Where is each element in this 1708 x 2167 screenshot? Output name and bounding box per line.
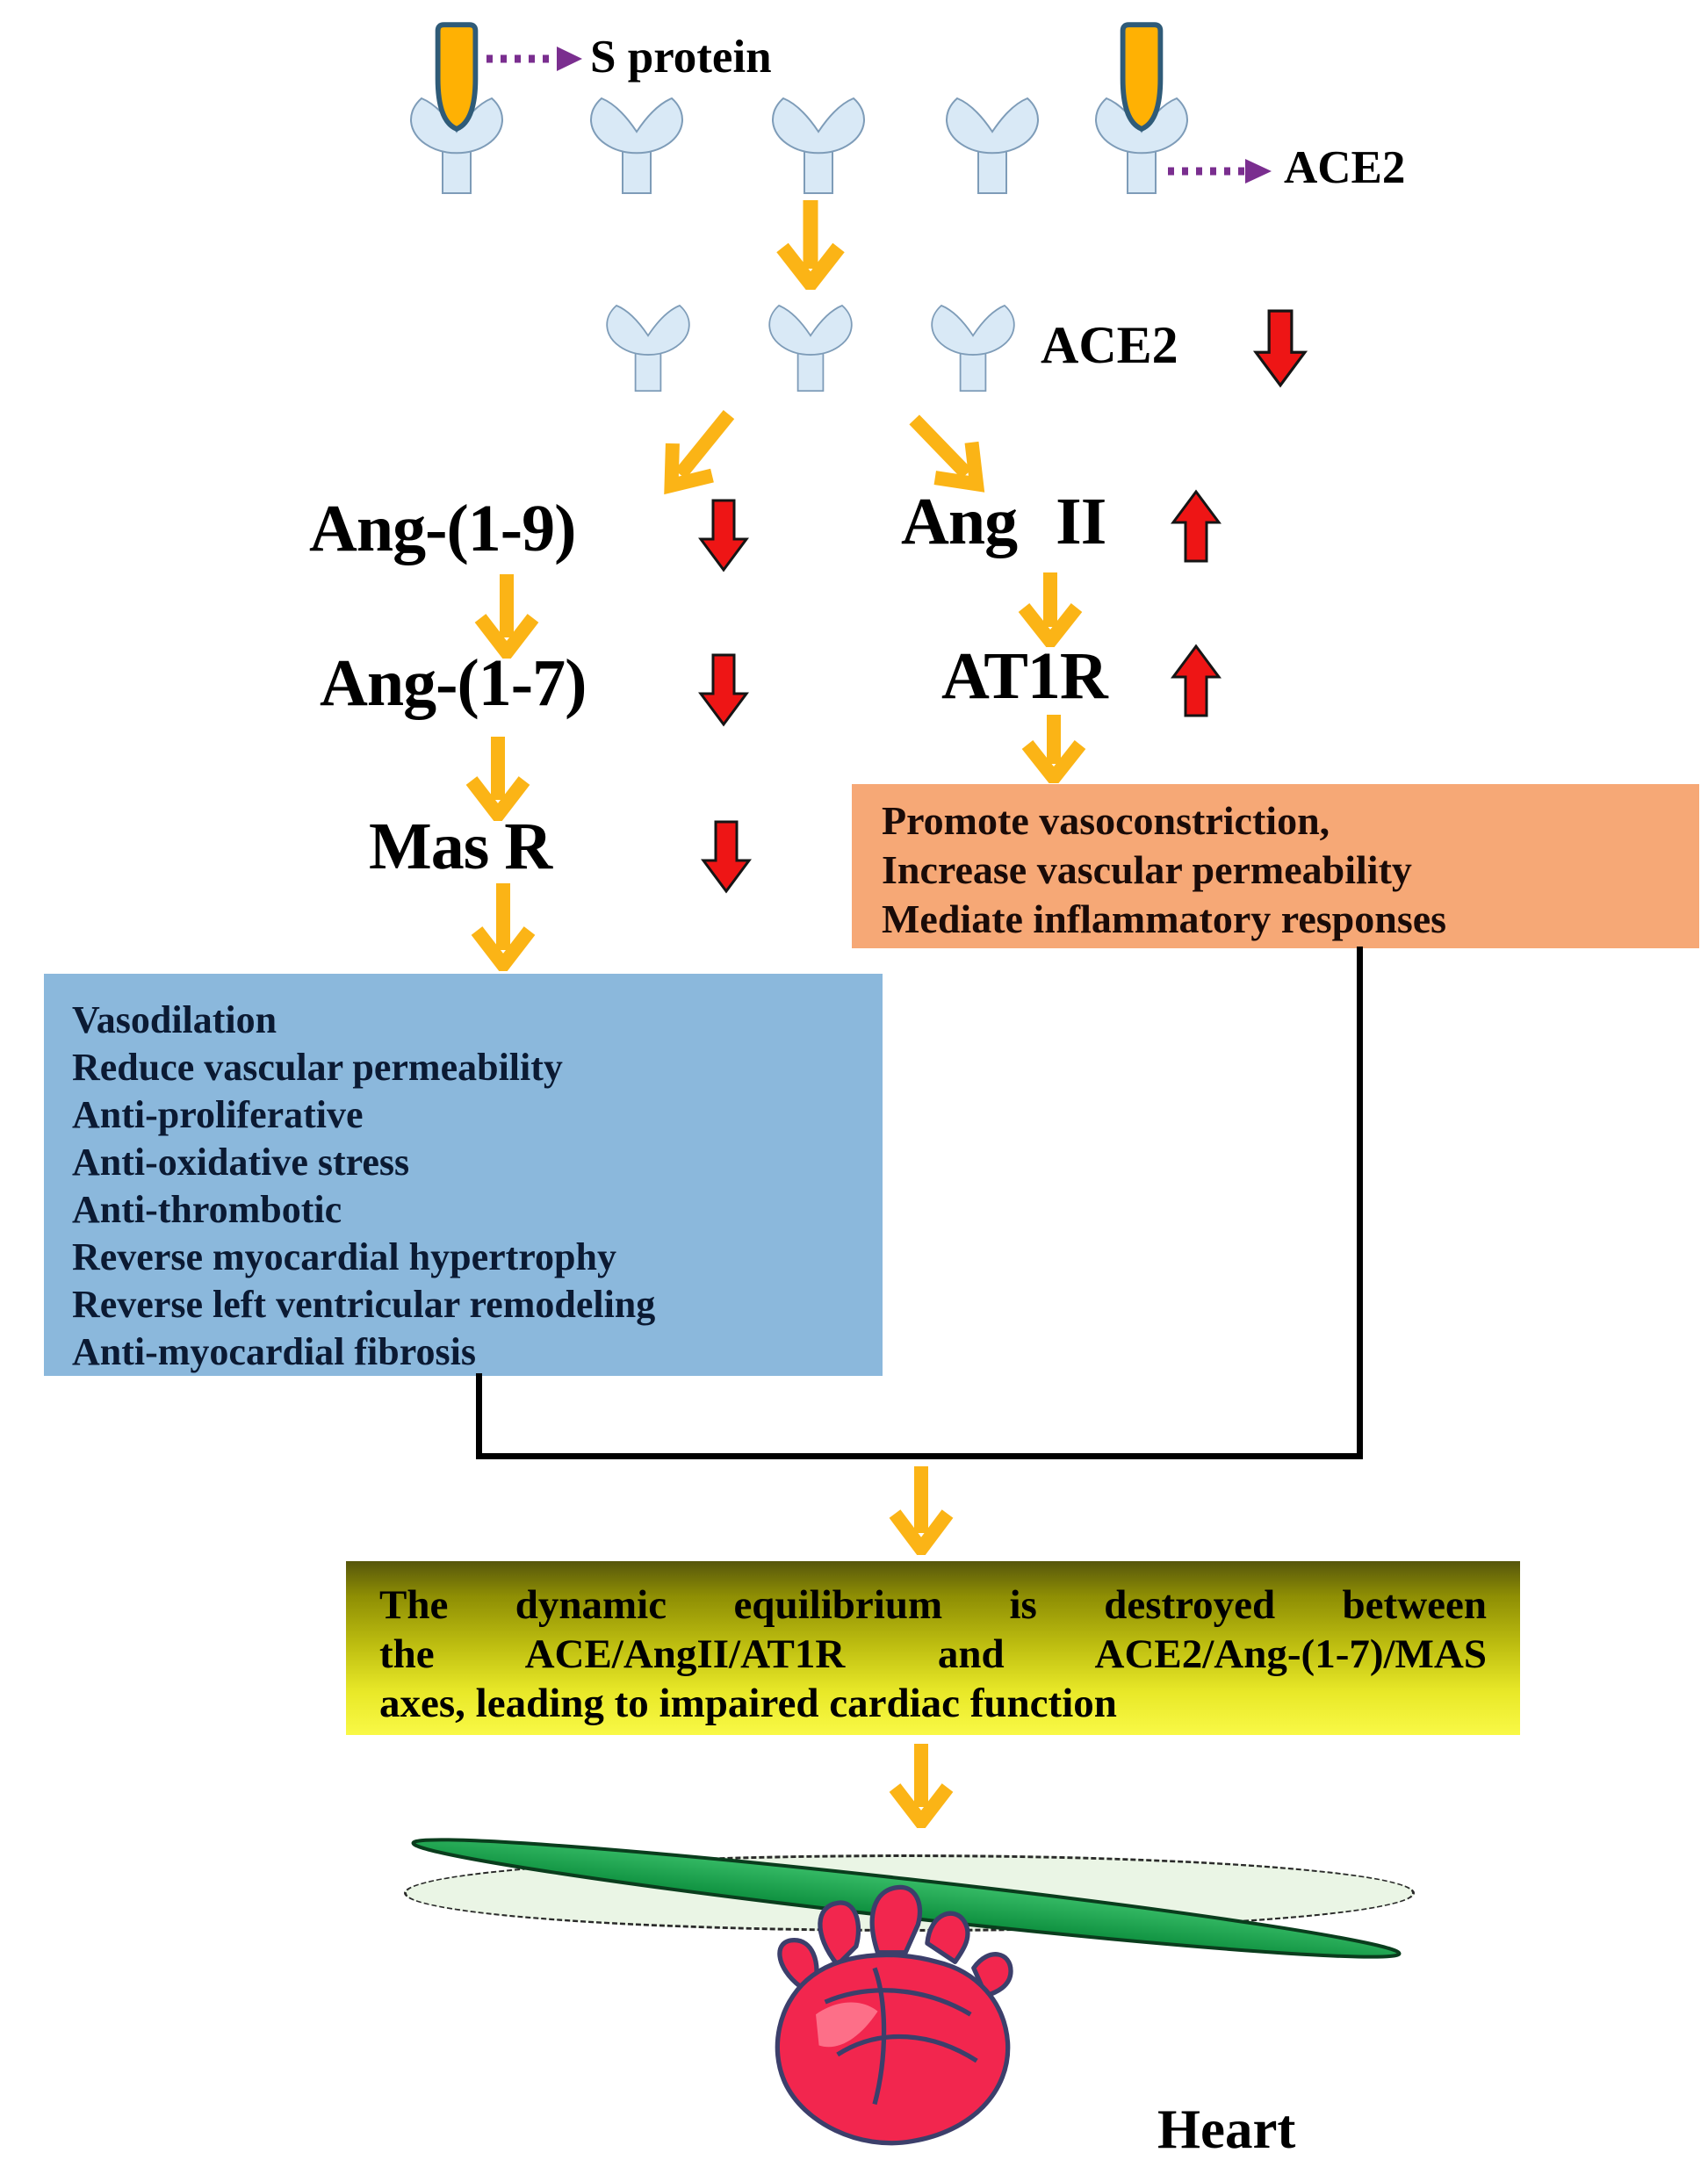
- ace2-receptor-icon: [584, 81, 689, 195]
- s-protein-icon: [1111, 22, 1172, 133]
- at1r-label: AT1R: [941, 639, 1107, 713]
- dashed-pointer-arrow-icon: [485, 46, 583, 72]
- decrease-arrow-icon: [698, 499, 749, 572]
- at1r-effect-line: Mediate inflammatory responses: [882, 896, 1447, 941]
- outcome-line: the ACE/AngII/AT1R and ACE2/Ang-(1-7)/MAS: [379, 1631, 1487, 1677]
- at1r-effect-line: Promote vasoconstriction,: [882, 798, 1330, 843]
- flow-arrow-icon: [771, 195, 850, 290]
- mas-effect-line: Vasodilation: [72, 998, 277, 1041]
- decrease-arrow-icon: [1251, 309, 1309, 388]
- ace2-receptor-icon: [766, 81, 871, 195]
- flow-arrow-icon: [1014, 711, 1093, 783]
- at1r-effects-box: [852, 784, 1699, 948]
- flow-arrow-icon: [458, 733, 537, 821]
- at1r-effect-line: Increase vascular permeability: [882, 847, 1412, 892]
- mas-r-label: Mas R: [369, 810, 552, 883]
- mas-effect-line: Anti-proliferative: [72, 1093, 364, 1136]
- ang-1-9-label: Ang-(1-9): [309, 492, 576, 565]
- mas-effect-line: Anti-thrombotic: [72, 1188, 342, 1231]
- ace2-receptor-icon: [601, 290, 695, 392]
- connector-line: [1357, 947, 1363, 1459]
- ace2-receptor-icon: [763, 290, 858, 392]
- ace2-receptor-label: ACE2: [1284, 142, 1406, 193]
- connector-line: [476, 1453, 1363, 1459]
- flow-arrow-icon: [467, 571, 546, 659]
- mas-effect-line: Anti-oxidative stress: [72, 1141, 410, 1184]
- s-protein-label: S protein: [590, 32, 772, 83]
- increase-arrow-icon: [1171, 643, 1222, 718]
- ang-ii-label: Ang II: [901, 485, 1106, 558]
- flow-arrow-icon: [464, 880, 543, 971]
- flow-arrow-icon: [882, 1740, 961, 1828]
- flow-arrow-icon: [882, 1463, 961, 1555]
- ace2-receptor-icon: [926, 290, 1020, 392]
- mas-effect-line: Reverse left ventricular remodeling: [72, 1283, 656, 1326]
- flow-arrow-icon: [648, 397, 750, 506]
- outcome-line: The dynamic equilibrium is destroyed between: [379, 1582, 1487, 1628]
- ace2-downregulated-label: ACE2: [1041, 316, 1178, 374]
- outcome-line: axes, leading to impaired cardiac function: [379, 1681, 1117, 1726]
- connector-line: [476, 1373, 482, 1459]
- s-protein-icon: [426, 22, 487, 133]
- mas-effects-box: [44, 974, 883, 1376]
- mas-effect-line: Reduce vascular permeability: [72, 1046, 563, 1089]
- dashed-pointer-arrow-icon: [1166, 158, 1273, 184]
- decrease-arrow-icon: [701, 820, 752, 894]
- mas-effect-line: Reverse myocardial hypertrophy: [72, 1235, 616, 1278]
- mas-effect-line: Anti-myocardial fibrosis: [72, 1330, 476, 1373]
- outcome-box: [346, 1561, 1520, 1735]
- ang-1-7-label: Ang-(1-7): [320, 646, 587, 720]
- heart-label: Heart: [1157, 2099, 1296, 2160]
- decrease-arrow-icon: [698, 653, 749, 727]
- increase-arrow-icon: [1171, 488, 1222, 564]
- ace2-receptor-icon: [940, 81, 1045, 195]
- heart-illustration: [745, 1872, 1070, 2166]
- flow-arrow-icon: [1011, 569, 1090, 647]
